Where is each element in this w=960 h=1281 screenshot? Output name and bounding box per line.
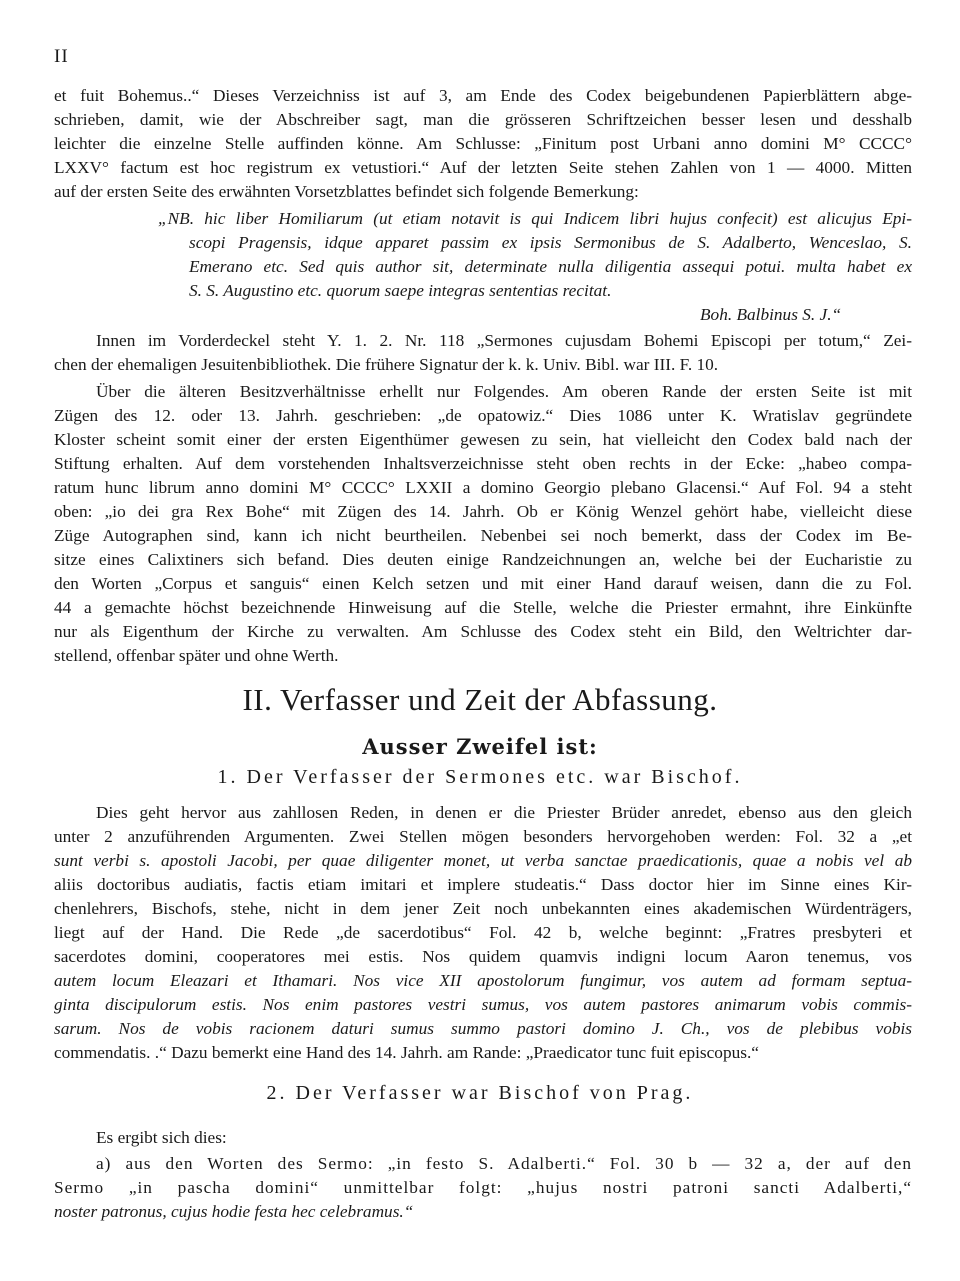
- chapter-subheading: Ausser Zweifel ist:: [362, 734, 598, 759]
- text-line: Sermo „in pascha domini“ unmittelbar folgt: „hujus nostri patroni sancti Adalberti,“: [54, 1178, 912, 1197]
- text-line: chenlehrers, Bischofs, stehe, nicht in dem jener Zeit noch unbekannten eines akademischen Würdenträgers,: [54, 899, 912, 918]
- text-line: commendatis. .“ Dazu bemerkt eine Hand des 14. Jahrh. am Rande: „Praedicator tunc fuit episcopus.“: [54, 1043, 759, 1062]
- text-line: Es ergibt sich dies:: [96, 1128, 227, 1147]
- text-line: sitze eines Calixtiners sich befand. Dies deuten einige Randzeichnungen an, welche bei der Eucharistie zu: [54, 550, 912, 569]
- text-line: et fuit Bohemus..“ Dieses Verzeichniss ist auf 3, am Ende des Codex beigebundenen Papierblättern abge-: [54, 86, 912, 105]
- text-line: Zügen des 12. oder 13. Jahrh. geschrieben: „de opatowiz.“ Dies 1086 unter K. Wratislav gegründete: [54, 406, 912, 425]
- text-line: aliis doctoribus audiatis, factis etiam imitari et implere studeatis.“ Dass doctor hier im Sinne eines Kir-: [54, 875, 912, 894]
- quote-line: Emerano etc. Sed quis author sit, determinate nulla diligentia assequi potui. multa habet ex: [189, 257, 912, 276]
- text-line: Züge Autographen sind, kann ich nicht beurtheilen. Nebenbei sei noch bemerkt, dass der Codex im Be-: [54, 526, 912, 545]
- text-line: Innen im Vorderdeckel steht Y. 1. 2. Nr. 118 „Sermones cujusdam Bohemi Episcopi per totum,“ Zei-: [96, 331, 912, 350]
- text-line: autem locum Eleazari et Ithamari. Nos vice XII apostolorum fungimur, vos autem ad formam septua-: [54, 971, 912, 990]
- text-line: Stiftung erhalten. Auf dem vorstehenden Inhaltsverzeichnisse steht oben rechts in der Ecke: „habeo compa-: [54, 454, 912, 473]
- text-line: Über die älteren Besitzverhältnisse erhellt nur Folgendes. Am oberen Rande der ersten Seite ist mit: [96, 382, 912, 401]
- text-line: oben: „io dei gra Rex Bohe“ mit Zügen des 14. Jahrh. Ob er König Wenzel gehört habe, vielleicht diese: [54, 502, 912, 521]
- section-2-heading: 2. Der Verfasser war Bischof von Prag.: [266, 1082, 694, 1104]
- section-1-heading: 1. Der Verfasser der Sermones etc. war Bischof.: [217, 766, 743, 788]
- text-line: auf der ersten Seite des erwähnten Vorsetzblattes befindet sich folgende Bemerkung:: [54, 182, 639, 201]
- text-line: 44 a gemachte höchst bezeichnende Hinweisung auf die Stelle, welche die Priester ermahnt, ihre Einkünfte: [54, 598, 912, 617]
- text-line: nur als Eigenthum der Kirche zu verwalten. Am Schlusse des Codex steht ein Bild, den Weltrichter dar-: [54, 622, 912, 641]
- text-line: Dies geht hervor aus zahllosen Reden, in denen er die Priester Brüder anredet, ebenso aus den gleich: [96, 803, 912, 822]
- text-line: sarum. Nos de vobis racionem daturi sumus summo pastori domino J. Ch., vos de plebibus vobis: [54, 1019, 912, 1038]
- text-line: stellend, offenbar später und ohne Werth.: [54, 646, 339, 665]
- text-line: a) aus den Worten des Sermo: „in festo S. Adalberti.“ Fol. 30 b — 32 a, der auf den: [96, 1154, 912, 1173]
- text-line: chen der ehemaligen Jesuitenbibliothek. Die frühere Signatur der k. k. Univ. Bibl. war III. F. 10.: [54, 355, 719, 374]
- text-line: schrieben, damit, wie der Abschreiber sagt, man die grösseren Schriftzeichen besser lesen und desshalb: [54, 110, 912, 129]
- text-line: noster patronus, cujus hodie festa hec celebramus.“: [54, 1202, 414, 1221]
- page-number: II: [54, 46, 69, 67]
- text-line: sacerdotes domini, cooperatores mei estis. Nos quidem quamvis indigni locum Aaron tenemus, vos: [54, 947, 912, 966]
- text-line: Kloster scheint somit einer der ersten Eigenthümer gewesen zu sein, hat vielleicht den Codex bald nach der: [54, 430, 912, 449]
- text-line: unter 2 anzuführenden Argumenten. Zwei Stellen mögen besonders hervorgehoben werden: Fol. 32 a „et: [54, 827, 912, 846]
- text-line: liegt auf der Hand. Die Rede „de sacerdotibus“ Fol. 42 b, welche beginnt: „Fratres presbyteri et: [54, 923, 912, 942]
- text-line: LXXV° factum est hoc registrum ex vetustiori.“ Auf der letzten Seite stehen Zahlen von 1 — 4000. Mitten: [54, 158, 912, 177]
- quote-line: S. S. Augustino etc. quorum saepe integras sententias recitat.: [189, 281, 612, 300]
- chapter-heading: II. Verfasser und Zeit der Abfassung.: [242, 682, 718, 717]
- quote-line: scopi Pragensis, idque apparet passim ex ipsis Sermonibus de S. Adalberto, Wenceslao, S.: [189, 233, 912, 252]
- text-line: ginta discipulorum estis. Nos enim pastores vestri sumus, vos autem pastores animarum vobis commis-: [54, 995, 912, 1014]
- quote-line: „NB. hic liber Homiliarum (ut etiam notavit is qui Indicem libri hujus confecit) est alicujus Epi-: [158, 209, 912, 228]
- quote-signature: Boh. Balbinus S. J.“: [700, 305, 842, 324]
- text-line: den Worten „Corpus et sanguis“ einen Kelch setzen und mit einer Hand darauf weisen, dann die zu Fol.: [54, 574, 912, 593]
- text-line: ratum hunc librum anno domini M° CCCC° LXXII a domino Georgio plebano Glacensi.“ Auf Fol. 94 a steht: [54, 478, 912, 497]
- text-line: sunt verbi s. apostoli Jacobi, per quae diligenter monet, ut verba sanctae praedicationis, quae a nobis vel ab: [54, 851, 912, 870]
- text-line: leichter die einzelne Stelle auffinden könne. Am Schlusse: „Finitum post Urbani anno domini M° CCCC°: [54, 134, 912, 153]
